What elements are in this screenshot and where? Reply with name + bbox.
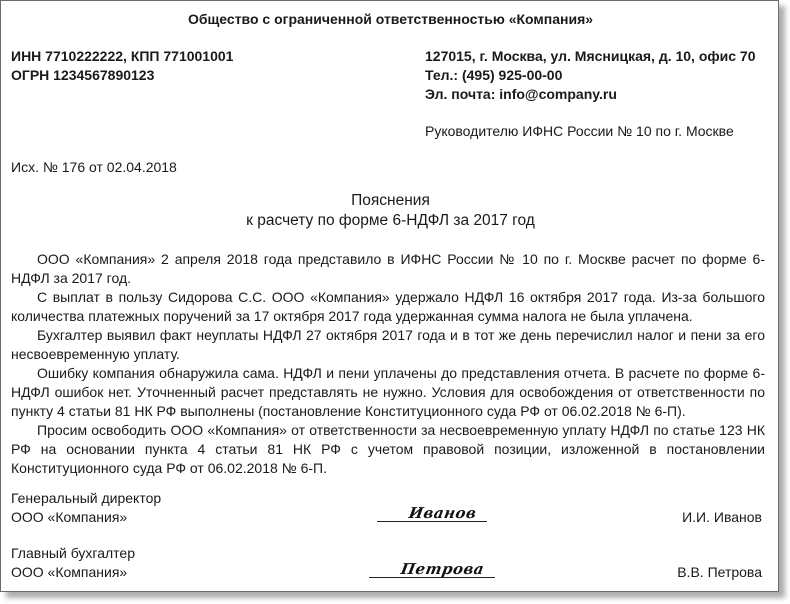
accountant-name: В.В. Петрова [677,564,762,580]
inn-kpp: ИНН 7710222222, КПП 771001001 [11,48,234,64]
body-text [11,250,765,478]
director-signature: Иванов [407,504,479,522]
signature-line [377,521,487,522]
org-email: Эл. почта: info@company.ru [425,86,617,102]
paragraph: Просим освободить ООО «Компания» от ответственности за несвоевременную уплату НДФЛ по статье 123 НК РФ на основании пункта 4 статьи 81 НК РФ с учетом правовой позиции, изложенной в постановлении Конституционного суда РФ от 06.02.2018 № 6-П. [11,422,765,476]
outgoing-number: Исх. № 176 от 02.04.2018 [11,159,177,175]
org-name: Общество с ограниченной ответственностью «Компания» [187,11,594,27]
paragraph: Бухгалтер выявил факт неуплаты НДФЛ 27 октября 2017 года и в тот же день перечислил налог и пени за его несвоевременную уплату. [11,327,765,362]
director-name: И.И. Иванов [682,509,762,525]
signer-company-accountant: ООО «Компания» [11,564,128,580]
accountant-signature: Петрова [399,560,486,578]
paragraph: Ошибку компания обнаружила сама. НДФЛ и пени уплачены до представления отчета. В расчете по форме 6-НДФЛ ошибок нет. Уточненный расчет представлять не нужно. Условия для освобождения от ответственности по пункту 4 статьи 81 НК РФ выполнены (постановление Конституционного суда РФ от 06.02.2018 № 6-П). [11,365,765,419]
org-phone: Тел.: (495) 925-00-00 [425,67,563,83]
doc-title-line1: Пояснения [351,192,430,209]
org-address: 127015, г. Москва, ул. Мясницкая, д. 10, офис 70 [425,48,756,64]
recipient: Руководителю ИФНС России № 10 по г. Москве [425,123,734,139]
signer-company-director: ООО «Компания» [11,509,128,525]
signature-line [369,577,495,578]
paragraph: ООО «Компания» 2 апреля 2018 года представило в ИФНС России № 10 по г. Москве расчет по форме 6-НДФЛ за 2017 год. [11,251,765,286]
ogrn: ОГРН 1234567890123 [11,67,155,83]
doc-title-line2: к расчету по форме 6-НДФЛ за 2017 год [246,212,535,229]
signer-position-director: Генеральный директор [11,490,162,506]
signer-position-accountant: Главный бухгалтер [11,545,135,561]
paragraph: С выплат в пользу Сидорова С.С. ООО «Компания» удержало НДФЛ 16 октября 2017 года. Из-за большого количества платежных поручений за 17 октября 2017 года удержанная сумма налога не была уплачена. [11,289,765,324]
